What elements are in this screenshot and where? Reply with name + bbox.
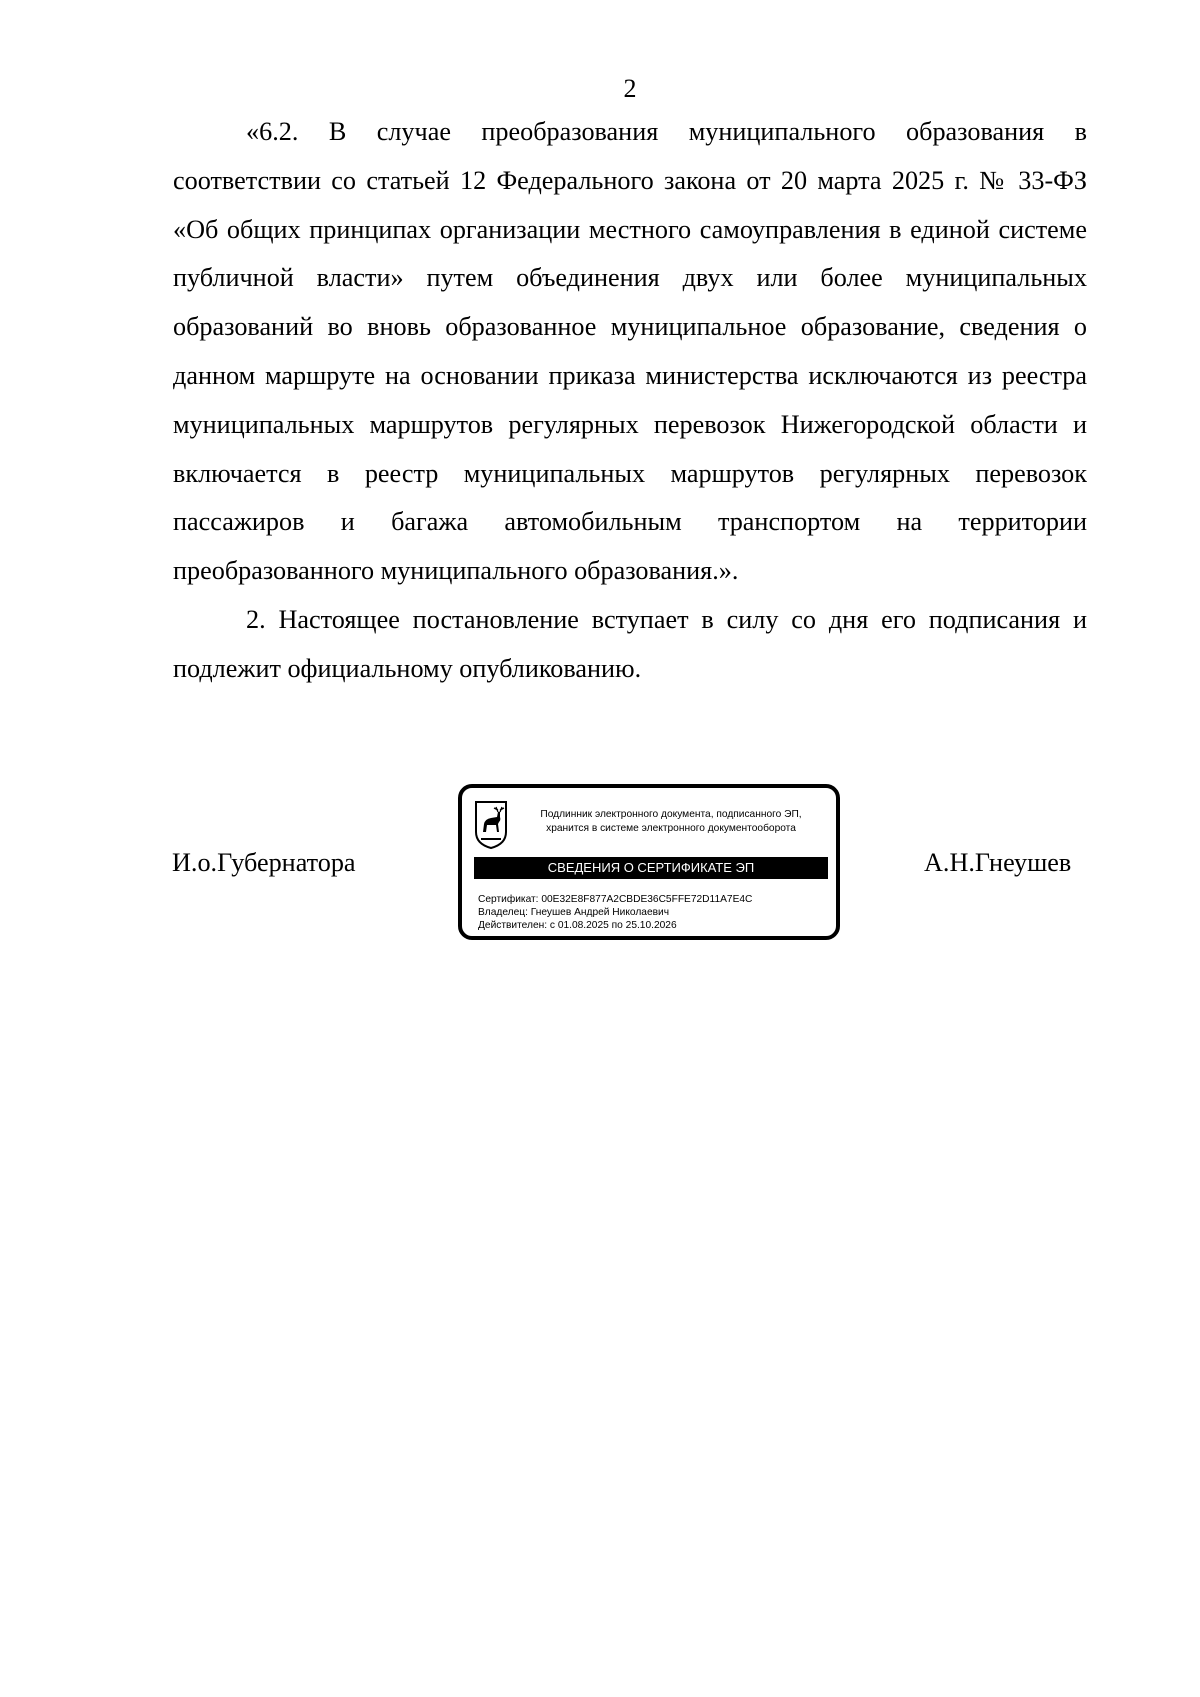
page-number: 2: [623, 74, 637, 103]
stamp-header-line-1: Подлинник электронного документа, подписанного ЭП,: [540, 809, 802, 820]
coat-of-arms-deer-icon: [473, 800, 509, 850]
stamp-header: [518, 808, 824, 836]
certificate-validity: Действителен: с 01.08.2025 по 25.10.2026: [478, 920, 677, 931]
paragraph-effective-date: 2. Настоящее постановление вступает в силу со дня его подписания и подлежит официальному опубликованию.: [173, 604, 1087, 683]
certificate-owner: Владелец: Гнеушев Андрей Николаевич: [478, 907, 670, 918]
paragraph-clause-6-2: «6.2. В случае преобразования муниципального образования в соответствии со статьей 12 Федерального закона от 20 марта 2025 г. № 33-ФЗ «Об общих принципах организации местного самоуправления в единой системе публичной власти» путем объединения двух или более муниципальных образований во вновь образованное муниципальное образование, сведения о данном маршруте на основании приказа министерства исключаются из реестра муниципальных маршрутов регулярных перевозок Нижегородской области и включается в реестр муниципальных маршрутов регулярных перевозок пассажиров и багажа автомобильным транспортом на территории преобразованного муниципального образования.».: [173, 117, 1087, 586]
signatory-name: А.Н.Гнеушев: [924, 848, 1072, 877]
certificate-info-band: СВЕДЕНИЯ О СЕРТИФИКАТЕ ЭП: [474, 857, 828, 879]
stamp-header-line-2: хранится в системе электронного документооборота: [546, 823, 796, 834]
certificate-number: Сертификат: 00E32E8F877A2CBDE36C5FFE72D11A7E4C: [478, 894, 753, 905]
electronic-signature-stamp: [458, 784, 840, 940]
signatory-title: И.о.Губернатора: [172, 848, 356, 877]
document-body: [173, 108, 1087, 694]
certificate-details: [478, 893, 828, 932]
